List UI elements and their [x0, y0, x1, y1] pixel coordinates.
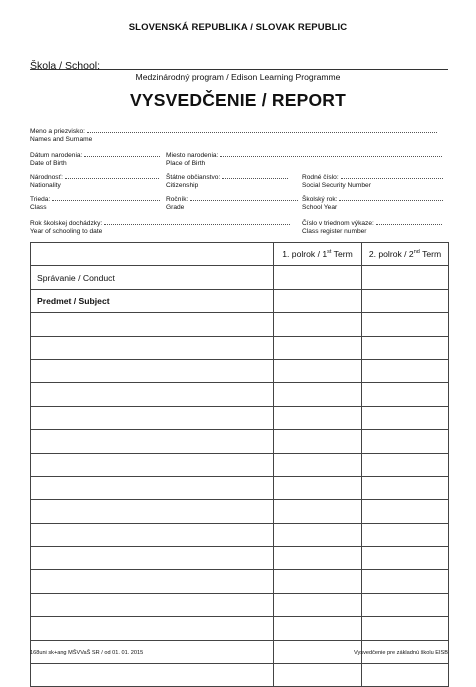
header-blank-cell [31, 243, 274, 266]
school-year-label-en: School Year [302, 204, 338, 212]
programme-name: Medzinárodný program / Edison Learning Programme [135, 72, 341, 82]
class-field[interactable] [30, 195, 160, 212]
name-label-en: Names and Surname [30, 136, 93, 144]
register-label-en: Class register number [302, 228, 367, 236]
subject-cell[interactable] [31, 359, 274, 382]
ssn-dotted-line [341, 173, 443, 179]
table-row [31, 476, 449, 499]
attendance-field[interactable] [30, 219, 290, 236]
term1-grade-cell[interactable] [274, 640, 362, 663]
term1-grade-cell[interactable] [274, 500, 362, 523]
term1-grade-cell[interactable] [274, 453, 362, 476]
pob-field[interactable] [166, 151, 442, 168]
subject-cell[interactable] [31, 313, 274, 336]
citizenship-label: Štátne občianstvo: [166, 174, 221, 181]
dob-dotted-line [84, 151, 160, 157]
citizenship-dotted-line [222, 173, 288, 179]
subject-term2-cell[interactable] [362, 289, 449, 312]
table-row [31, 664, 449, 687]
table-row [31, 523, 449, 546]
subject-cell[interactable] [31, 453, 274, 476]
conduct-term2-cell[interactable] [362, 266, 449, 289]
table-header-row [31, 243, 449, 266]
table-row [31, 383, 449, 406]
subject-cell[interactable] [31, 617, 274, 640]
term1-grade-cell[interactable] [274, 476, 362, 499]
grade-field[interactable] [166, 195, 298, 212]
country-heading: SLOVENSKÁ REPUBLIKA / SLOVAK REPUBLIC [128, 22, 348, 33]
subject-cell[interactable] [31, 664, 274, 687]
grade-label-en: Grade [166, 204, 185, 212]
document-title: VYSVEDČENIE / REPORT [130, 90, 346, 110]
term1-grade-cell[interactable] [274, 359, 362, 382]
nationality-label: Národnosť: [30, 174, 63, 181]
table-row [31, 570, 449, 593]
register-label: Číslo v triednom výkaze: [302, 220, 374, 227]
pob-dotted-line [220, 151, 442, 157]
nationality-field[interactable] [30, 173, 159, 190]
subject-term1-cell[interactable] [274, 289, 362, 312]
subject-label: Predmet / Subject [31, 289, 274, 312]
subject-header-row [31, 289, 449, 312]
class-label: Trieda: [30, 196, 51, 203]
register-field[interactable] [302, 219, 442, 236]
class-dotted-line [52, 195, 160, 201]
ssn-label-en: Social Security Number [302, 182, 371, 190]
subject-cell[interactable] [31, 406, 274, 429]
ssn-label: Rodné číslo: [302, 174, 339, 181]
term1-grade-cell[interactable] [274, 617, 362, 640]
name-dotted-line [87, 127, 437, 133]
term2-grade-cell[interactable] [362, 453, 449, 476]
table-row [31, 313, 449, 336]
table-row [31, 406, 449, 429]
register-dotted-line [376, 219, 442, 225]
term1-grade-cell[interactable] [274, 547, 362, 570]
subject-cell[interactable] [31, 570, 274, 593]
term2-grade-cell[interactable] [362, 500, 449, 523]
subject-cell[interactable] [31, 593, 274, 616]
nationality-label-en: Nationality [30, 182, 61, 190]
subject-cell[interactable] [31, 500, 274, 523]
attendance-label: Rok školskej dochádzky: [30, 220, 103, 227]
grade-label: Ročník: [166, 196, 189, 203]
table-row [31, 336, 449, 359]
term2-grade-cell[interactable] [362, 547, 449, 570]
term1-grade-cell[interactable] [274, 430, 362, 453]
conduct-row [31, 266, 449, 289]
footer-form-code: 168uni sk+ang MŠVVaŠ SR / od 01. 01. 2015 [30, 650, 144, 656]
term2-grade-cell[interactable] [362, 570, 449, 593]
term2-grade-cell[interactable] [362, 406, 449, 429]
subject-cell[interactable] [31, 547, 274, 570]
term1-grade-cell[interactable] [274, 593, 362, 616]
school-label: Škola / School: [30, 60, 101, 72]
term2-header: 2. polrok / 2nd Term [362, 243, 449, 266]
term2-grade-cell[interactable] [362, 476, 449, 499]
term1-grade-cell[interactable] [274, 313, 362, 336]
subject-cell[interactable] [31, 383, 274, 406]
table-row [31, 593, 449, 616]
table-row [31, 617, 449, 640]
term2-grade-cell[interactable] [362, 664, 449, 687]
table-row [31, 547, 449, 570]
dob-field[interactable] [30, 151, 160, 168]
conduct-term1-cell[interactable] [274, 266, 362, 289]
nationality-dotted-line [65, 173, 159, 179]
term2-grade-cell[interactable] [362, 313, 449, 336]
grade-dotted-line [190, 195, 298, 201]
table-row [31, 453, 449, 476]
class-label-en: Class [30, 204, 47, 212]
table-row [31, 430, 449, 453]
term2-grade-cell[interactable] [362, 383, 449, 406]
attendance-dotted-line [104, 219, 290, 225]
term1-grade-cell[interactable] [274, 336, 362, 359]
citizenship-field[interactable] [166, 173, 288, 190]
school-field[interactable] [30, 56, 448, 70]
term2-grade-cell[interactable] [362, 593, 449, 616]
citizenship-label-en: Citizenship [166, 182, 199, 190]
term2-grade-cell[interactable] [362, 336, 449, 359]
subject-cell[interactable] [31, 336, 274, 359]
grades-table [30, 242, 449, 687]
term1-grade-cell[interactable] [274, 523, 362, 546]
dob-label: Dátum narodenia: [30, 152, 83, 159]
term2-grade-cell[interactable] [362, 617, 449, 640]
pob-label: Miesto narodenia: [166, 152, 219, 159]
attendance-label-en: Year of schooling to date [30, 228, 103, 236]
conduct-label: Správanie / Conduct [31, 266, 274, 289]
footer-document-type: Vysvedčenie pre základnú školu EISB [353, 650, 448, 656]
term1-header: 1. polrok / 1st Term [274, 243, 362, 266]
name-label: Meno a priezvisko: [30, 128, 85, 135]
dob-label-en: Date of Birth [30, 160, 67, 168]
subject-cell[interactable] [31, 476, 274, 499]
table-row [31, 500, 449, 523]
term2-grade-cell[interactable] [362, 523, 449, 546]
term2-grade-cell[interactable] [362, 359, 449, 382]
term1-grade-cell[interactable] [274, 383, 362, 406]
term1-grade-cell[interactable] [274, 664, 362, 687]
subject-cell[interactable] [31, 523, 274, 546]
term1-grade-cell[interactable] [274, 570, 362, 593]
ssn-field[interactable] [302, 173, 443, 190]
subject-cell[interactable] [31, 430, 274, 453]
term1-grade-cell[interactable] [274, 406, 362, 429]
name-field[interactable] [30, 127, 437, 144]
school-year-dotted-line [339, 195, 443, 201]
school-year-field[interactable] [302, 195, 443, 212]
table-row [31, 359, 449, 382]
pob-label-en: Place of Birth [166, 160, 206, 168]
school-year-label: Školský rok: [302, 196, 338, 203]
term2-grade-cell[interactable] [362, 430, 449, 453]
